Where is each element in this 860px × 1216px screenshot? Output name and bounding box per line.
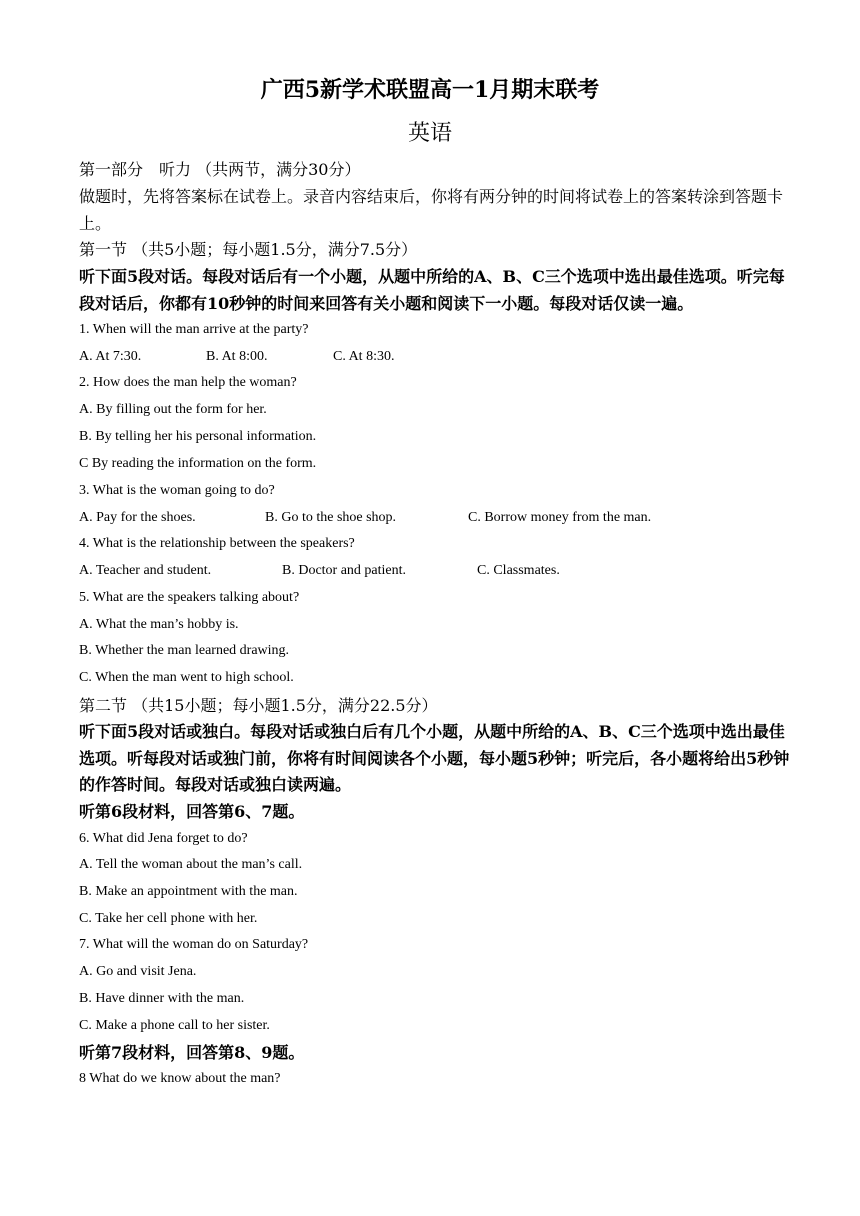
question-7-stem: 7. What will the woman do on Saturday?	[79, 937, 309, 952]
material-6-heading: 听第6段材料，回答第6、7题。	[79, 802, 305, 821]
question-7-option-b: B. Have dinner with the man.	[79, 991, 245, 1006]
question-1-option-b: B. At 8:00.	[206, 349, 268, 364]
question-2-option-a: A. By filling out the form for her.	[79, 402, 267, 417]
section1-instruction: 听下面5段对话。每段对话后有一个小题，从题中所给的A、B、C三个选项中选出最佳选项。听完每段对话后，你都有10秒钟的时间来回答有关小题和阅读下一小题。每段对话仅读一遍。	[79, 267, 785, 313]
question-6-option-c: C. Take her cell phone with her.	[79, 911, 258, 926]
question-4-stem: 4. What is the relationship between the speakers?	[79, 536, 355, 551]
part1-instruction: 做题时，先将答案标在试卷上。录音内容结束后，你将有两分钟的时间将试卷上的答案转涂到答题卡上。	[79, 187, 784, 233]
question-6-stem: 6. What did Jena forget to do?	[79, 831, 248, 846]
question-4-option-c: C. Classmates.	[477, 563, 560, 578]
question-1-stem: 1. When will the man arrive at the party?	[79, 322, 309, 337]
subject-title: 英语	[407, 121, 452, 146]
question-4-option-a: A. Teacher and student.	[79, 563, 212, 578]
question-2-option-b: B. By telling her his personal information.	[79, 429, 317, 444]
part1-heading: 第一部分 听力 （共两节，满分30分）	[79, 160, 361, 179]
question-1-option-c: C. At 8:30.	[333, 349, 395, 364]
question-6-option-a: A. Tell the woman about the man’s call.	[79, 857, 303, 872]
question-4-option-b: B. Doctor and patient.	[282, 563, 407, 578]
question-8-stem: 8 What do we know about the man?	[79, 1071, 281, 1086]
exam-title: 广西5新学术联盟高一1月期末联考	[260, 77, 600, 103]
question-5-option-c: C. When the man went to high school.	[79, 670, 294, 685]
section2-heading: 第二节 （共15小题；每小题1.5分，满分22.5分）	[79, 696, 438, 715]
section2-instruction: 听下面5段对话或独白。每段对话或独白后有几个小题，从题中所给的A、B、C三个选项中选出最佳选项。听每段对话或独门前，你将有时间阅读各个小题，每小题5秒钟；听完后，各小题将给出5秒钟的作答时间。每段对话或独白读两遍。	[79, 722, 790, 794]
question-2-option-c: C By reading the information on the form.	[79, 456, 317, 471]
question-5-option-b: B. Whether the man learned drawing.	[79, 643, 290, 658]
question-7-option-a: A. Go and visit Jena.	[79, 964, 197, 979]
question-2-stem: 2. How does the man help the woman?	[79, 375, 297, 390]
question-6-option-b: B. Make an appointment with the man.	[79, 884, 298, 899]
question-3-stem: 3. What is the woman going to do?	[79, 483, 275, 498]
material-7-heading: 听第7段材料，回答第8、9题。	[79, 1043, 305, 1062]
question-5-option-a: A. What the man’s hobby is.	[79, 617, 239, 632]
question-3-option-b: B. Go to the shoe shop.	[265, 510, 397, 525]
question-3-option-a: A. Pay for the shoes.	[79, 510, 196, 525]
section1-heading: 第一节 （共5小题；每小题1.5分，满分7.5分）	[79, 240, 418, 259]
question-1-option-a: A. At 7:30.	[79, 349, 142, 364]
question-7-option-c: C. Make a phone call to her sister.	[79, 1018, 270, 1033]
question-3-option-c: C. Borrow money from the man.	[468, 510, 652, 525]
question-5-stem: 5. What are the speakers talking about?	[79, 590, 300, 605]
